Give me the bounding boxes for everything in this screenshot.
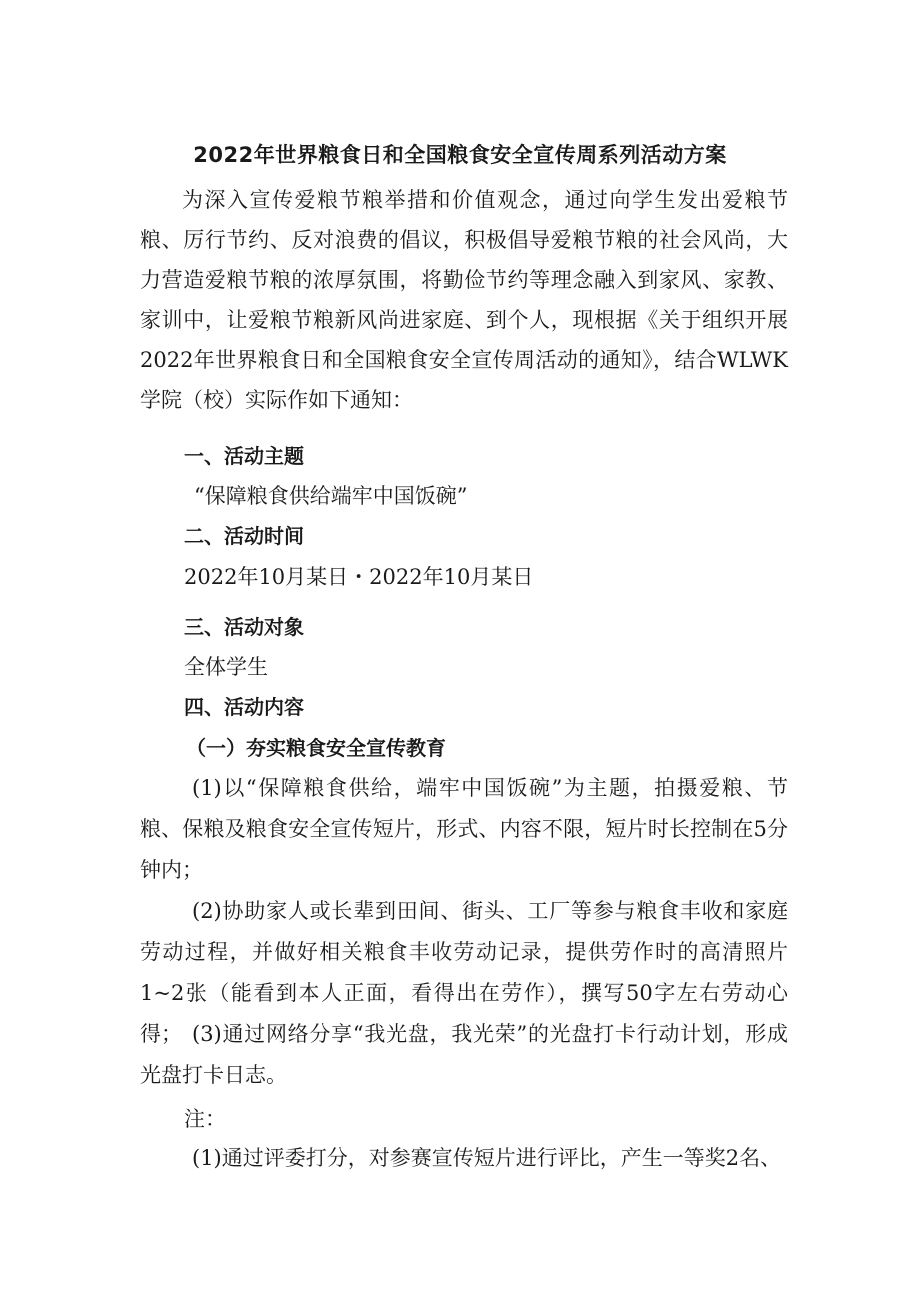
section-heading-time: 二、活动时间 — [184, 524, 304, 548]
document-title: 2022年世界粮食日和全国粮食安全宣传周系列活动方案 — [193, 143, 727, 167]
note-label: 注： — [184, 1107, 226, 1131]
content-item-2: (2)协助家人或长辈到田间、街头、工厂等参与粮食丰收和家庭劳动过程，并做好相关粮食丰收劳动记录，提供劳作时的高清照片1~2张（能看到本人正面，看得出在劳作），撰写50字左右劳动心得； — [140, 899, 788, 1046]
subsection-heading: （一）夯实粮食安全宣传教育 — [186, 736, 446, 760]
audience-text: 全体学生 — [184, 655, 268, 679]
section-heading-content: 四、活动内容 — [184, 695, 304, 719]
intro-paragraph: 为深入宣传爱粮节粮举措和价值观念，通过向学生发出爱粮节粮、厉行节约、反对浪费的倡议，积极倡导爱粮节粮的社会风尚，大力营造爱粮节粮的浓厚氛围，将勤俭节约等理念融入到家风、家教、家训中，让爱粮节粮新风尚进家庭、到个人，现根据《关于组织开展2022年世界粮食日和全国粮食安全宣传周活动的通知》，结合WLWK学院（校）实际作如下通知： — [140, 188, 788, 412]
content-item-3: (3)通过网络分享“我光盘，我光荣”的光盘打卡行动计划，形成光盘打卡日志。 — [140, 1022, 788, 1087]
theme-text: “保障粮食供给端牢中国饭碗” — [194, 484, 468, 508]
content-item-1: (1)以“保障粮食供给，端牢中国饭碗”为主题，拍摄爱粮、节粮、保粮及粮食安全宣传短片，形式、内容不限，短片时长控制在5分钟内； — [140, 776, 788, 882]
time-text: 2022年10月某日・2022年10月某日 — [184, 565, 534, 589]
note-item-1: (1)通过评委打分，对参赛宣传短片进行评比，产生一等奖2名、 — [192, 1146, 782, 1170]
section-heading-theme: 一、活动主题 — [184, 444, 304, 468]
section-heading-audience: 三、活动对象 — [184, 615, 304, 639]
